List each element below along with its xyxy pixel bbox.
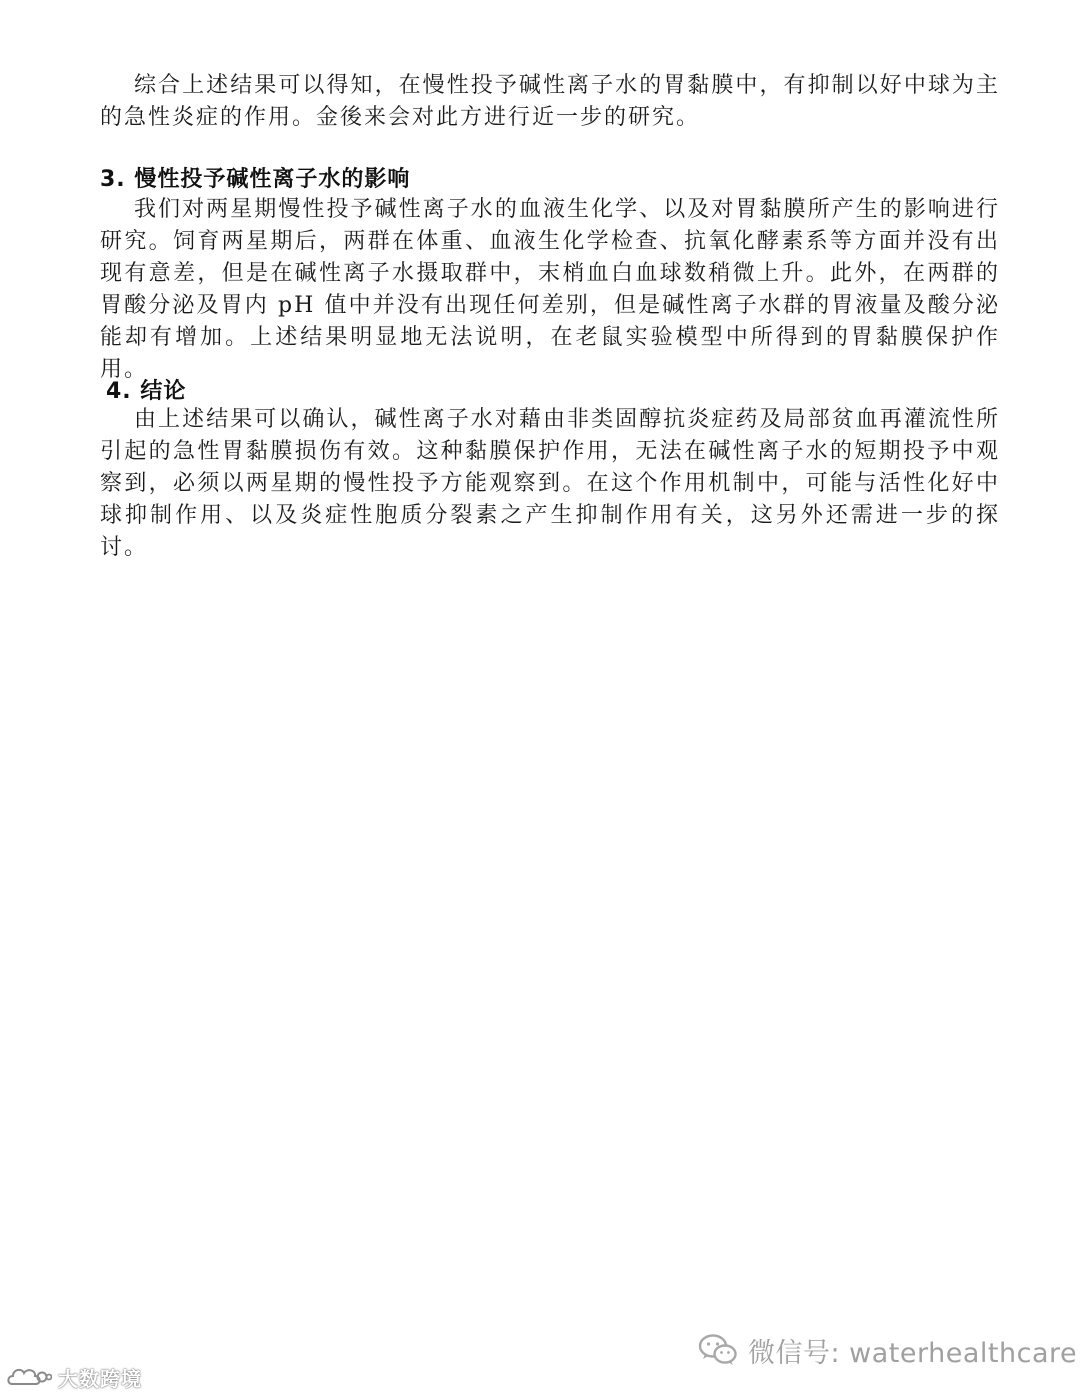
source-watermark [6, 1362, 142, 1392]
cloud-logo-icon [6, 1364, 52, 1390]
source-watermark-text: 大数跨境 [58, 1366, 142, 1391]
section-4-heading: 4. 结论 [106, 379, 187, 404]
paragraph-summary: 综合上述结果可以得知，在慢性投予碱性离子水的胃黏膜中，有抑制以好中球为主的急性炎症的作用。金後来会对此方进行近一步的研究。 [100, 73, 1000, 130]
wechat-icon [698, 1333, 738, 1367]
paragraph-conclusion: 由上述结果可以确认，碱性离子水对藉由非类固醇抗炎症药及局部贫血再灌流性所引起的急性胃黏膜损伤有效。这种黏膜保护作用，无法在碱性离子水的短期投予中观察到，必须以两星期的慢性投予方能观察到。在这个作用机制中，可能与活性化好中球抑制作用、以及炎症性胞质分裂素之产生抑制作用有关，这另外还需进一步的探讨。 [100, 407, 1000, 560]
paragraph-chronic-effects: 我们对两星期慢性投予碱性离子水的血液生化学、以及对胃黏膜所产生的影响进行研究。饲育两星期后，两群在体重、血液生化学检查、抗氧化酵素系等方面并没有出现有意差，但是在碱性离子水摄取群中，末梢血白血球数稍微上升。此外，在两群的胃酸分泌及胃内 pH 值中并没有出现任何差别，但是碱性离子水群的胃液量及酸分泌能却有增加。上述结果明显地无法说明，在老鼠实验模型中所得到的胃黏膜保护作用。 [100, 197, 1000, 382]
wechat-watermark [698, 1330, 1077, 1370]
wechat-watermark-text: 微信号: waterhealthcare [748, 1337, 1078, 1369]
section-3-heading: 3. 慢性投予碱性离子水的影响 [100, 167, 411, 192]
